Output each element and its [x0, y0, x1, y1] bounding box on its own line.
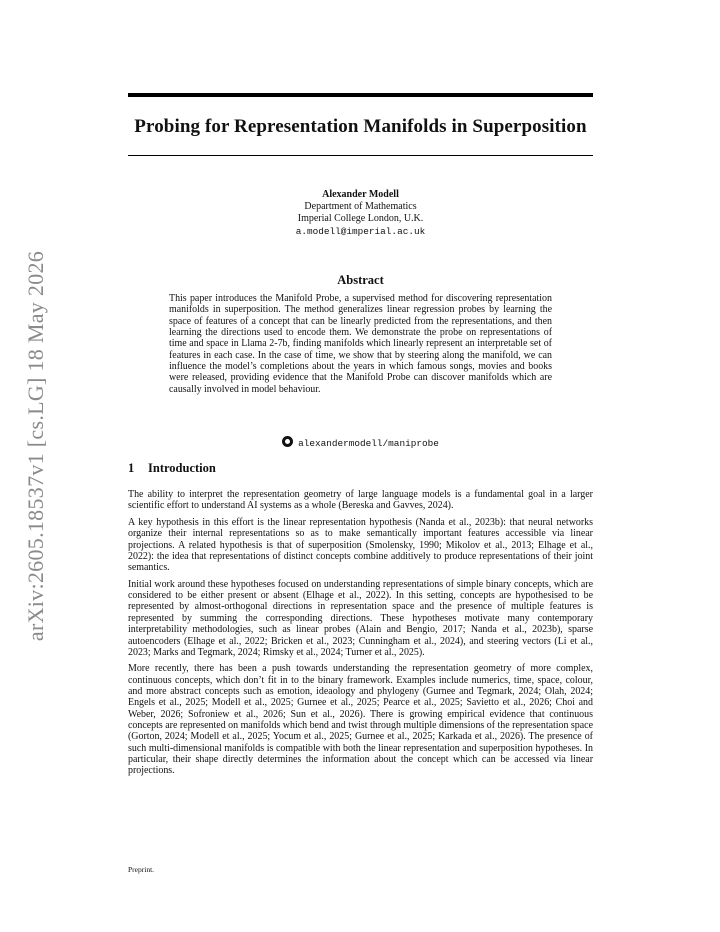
- author-institution: Imperial College London, U.K.: [297, 213, 424, 225]
- author-email[interactable]: a.modell@imperial.ac.uk: [295, 225, 426, 237]
- section-number: 1: [128, 461, 135, 475]
- author-department: Department of Mathematics: [304, 201, 417, 213]
- abstract-text: This paper introduces the Manifold Probe, a supervised method for discovering representation manifolds in superposition. The method generalizes linear regression probes by learning the space of features of a concept that can be linearly predicted from the representations, and then learning the directions used to encode them. We demonstrate the probe on representations of time and space in Llama 2-7b, finding manifolds which linearly represent an interpretable set of features in each case. In the case of time, we show that by steering along the manifold, we can influence the model’s completions about the years in which famous songs, movies and books were released, providing evidence that the Manifold Probe can discover manifolds which are causally involved in model behaviour.: [169, 293, 552, 395]
- repo-link[interactable]: [128, 436, 593, 450]
- footer-note: Preprint.: [128, 865, 155, 874]
- section-title: Introduction: [148, 461, 216, 475]
- paper-title: Probing for Representation Manifolds in Superposition: [134, 116, 587, 137]
- author-block: [128, 189, 593, 238]
- section-heading: [128, 461, 593, 476]
- paragraph: The ability to interpret the representation geometry of large language models is a fundamental goal in a larger scientific effort to understand AI systems as a whole (Bereska and Gavves, 2024).: [128, 489, 593, 512]
- paragraph: More recently, there has been a push towards understanding the representation geometry of more complex, continuous concepts, which don’t fit in to the binary framework. Examples include numerics, time, space, colour, and more abstract concepts such as emotion, ideaology and phylogeny (Gurnee and Tegmark, 2024; Olah, 2024; Engels et al., 2025; Modell et al., 2025; Gurnee et al., 2025; Pearce et al., 2025; Savietto et al., 2026; Choi and Weber, 2026; Sofroniew et al., 2026; Sun et al., 2026). There is growing empirical evidence that continuous concepts are represented on manifolds which bend and twist through multiple dimensions of the representation space (Gorton, 2024; Modell et al., 2025; Yocum et al., 2025; Gurnee et al., 2025; Karkada et al., 2026). The presence of such multi-dimensional manifolds is compatible with both the linear representation and superposition hypotheses. In particular, their shape directly determines the information about the concept which can be accessed via linear projections.: [128, 663, 594, 777]
- repo-text[interactable]: alexandermodell/maniprobe: [298, 438, 439, 449]
- arxiv-identifier[interactable]: arXiv:2605.18537v1 [cs.LG] 18 May 2026: [23, 250, 48, 642]
- title-bottom-rule: [128, 155, 593, 156]
- title-top-rule: [128, 93, 593, 97]
- github-icon: [282, 436, 293, 447]
- abstract-heading: Abstract: [337, 273, 384, 287]
- paragraph: Initial work around these hypotheses focused on understanding representations of simple binary concepts, which are considered to be either present or absent (Elhage et al., 2022). In this setting, concepts are hypothesised to be represented by almost-orthogonal directions in representation space and the presence of multiple features is represented by summing the corresponding directions. These hypotheses motivate many contemporary interpretability methodologies, such as linear probes (Alain and Bengio, 2017; Nanda et al., 2023b), sparse autoencoders (Elhage et al., 2022; Bricken et al., 2023; Cunningham et al., 2024), and steering vectors (Li et al., 2023; Marks and Tegmark, 2024; Rimsky et al., 2024; Turner et al., 2025).: [128, 578, 593, 658]
- author-name: Alexander Modell: [322, 189, 399, 200]
- paragraph: A key hypothesis in this effort is the linear representation hypothesis (Nanda et al., 2023b): that neural networks organize their internal representations so as to make semantically important features accessible via linear projections. A related hypothesis is that of superposition (Smolensky, 1990; Mikolov et al., 2013; Elhage et al., 2022): the idea that representations of distinct concepts combine additively to produce representations of their joint semantics.: [128, 516, 593, 574]
- introduction-body: [128, 489, 593, 782]
